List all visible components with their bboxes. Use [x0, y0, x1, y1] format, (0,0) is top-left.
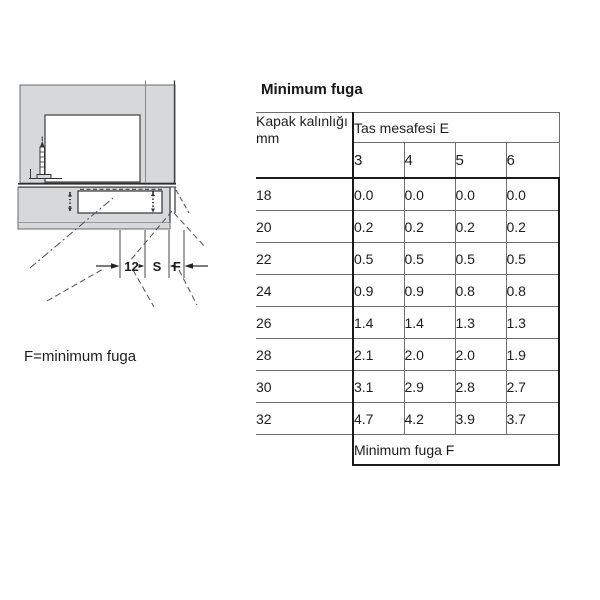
gap-value-cell: 0.9: [353, 275, 404, 307]
cup-distance-col-header: 4: [404, 143, 455, 179]
gap-value-cell: 1.3: [455, 307, 506, 339]
gap-value-cell: 2.1: [353, 339, 404, 371]
header-row-group: [256, 113, 559, 143]
gap-value-cell: 2.0: [455, 339, 506, 371]
gap-value-cell: 0.8: [455, 275, 506, 307]
gap-value-cell: 1.3: [506, 307, 559, 339]
dimension-arrow-right: [185, 263, 209, 269]
gap-value-cell: 4.7: [353, 403, 404, 435]
thickness-cell: 24: [256, 275, 353, 307]
thickness-cell: 26: [256, 307, 353, 339]
gap-value-cell: 0.5: [506, 243, 559, 275]
cup-distance-col-header: 5: [455, 143, 506, 179]
gap-value-cell: 0.5: [353, 243, 404, 275]
gap-value-cell: 3.9: [455, 403, 506, 435]
table-row: [256, 339, 559, 371]
dim-label-f: F: [172, 258, 181, 274]
thickness-cell: 22: [256, 243, 353, 275]
thickness-cell: 30: [256, 371, 353, 403]
dim-label-12: 12: [124, 258, 139, 274]
cabinet-bottom-edge: [18, 184, 176, 187]
table-row: [256, 275, 559, 307]
table-row: [256, 307, 559, 339]
gap-value-cell: 3.1: [353, 371, 404, 403]
gap-value-cell: 4.2: [404, 403, 455, 435]
gap-value-cell: 0.2: [455, 211, 506, 243]
gap-value-cell: 1.4: [404, 307, 455, 339]
gap-value-cell: 2.0: [404, 339, 455, 371]
thickness-cell: 18: [256, 178, 353, 211]
gap-value-cell: 0.2: [353, 211, 404, 243]
diagram-caption: F=minimum fuga: [24, 348, 137, 365]
dimension-line: [96, 230, 208, 278]
gap-value-cell: 0.2: [506, 211, 559, 243]
table-row: [256, 371, 559, 403]
cabinet-interior-cutout: [45, 115, 140, 182]
small-arrowhead-12: [139, 264, 145, 268]
hinge-cross-section-diagram: [0, 55, 260, 390]
thickness-cell: 32: [256, 403, 353, 435]
door-cross-section: [18, 188, 175, 230]
cup-distance-header-cell: Tas mesafesi E: [353, 113, 559, 143]
minimum-gap-table: [256, 112, 560, 466]
door-thickness-header-cell: Kapak kalınlığı mm: [256, 113, 353, 179]
gap-value-cell: 0.2: [404, 211, 455, 243]
dimension-arrow-left: [96, 263, 120, 269]
gap-value-cell: 3.7: [506, 403, 559, 435]
thickness-cell: 28: [256, 339, 353, 371]
gap-value-cell: 2.9: [404, 371, 455, 403]
cup-distance-col-header: 6: [506, 143, 559, 179]
thickness-cell: 20: [256, 211, 353, 243]
dim-label-s: S: [152, 258, 162, 274]
gap-value-cell: 0.8: [506, 275, 559, 307]
cup-distance-col-header: 3: [353, 143, 404, 179]
page-title: Minimum fuga: [261, 81, 363, 98]
gap-value-cell: 0.0: [353, 178, 404, 211]
gap-value-cell: 1.4: [353, 307, 404, 339]
gap-value-cell: 0.0: [455, 178, 506, 211]
gap-value-cell: 0.5: [455, 243, 506, 275]
gap-value-cell: 0.0: [506, 178, 559, 211]
gap-value-cell: 2.8: [455, 371, 506, 403]
gap-value-cell: 2.7: [506, 371, 559, 403]
table-row: [256, 403, 559, 435]
hinge-cup-recess: [78, 191, 162, 213]
table-row: [256, 211, 559, 243]
gap-value-cell: 1.9: [506, 339, 559, 371]
gap-value-cell: 0.9: [404, 275, 455, 307]
table-footer-cell: Minimum fuga F: [353, 435, 559, 466]
gap-value-cell: 0.0: [404, 178, 455, 211]
table-row: [256, 178, 559, 211]
table-row: [256, 243, 559, 275]
footer-row: [256, 435, 559, 466]
gap-value-cell: 0.5: [404, 243, 455, 275]
footer-empty-cell: [256, 435, 353, 466]
